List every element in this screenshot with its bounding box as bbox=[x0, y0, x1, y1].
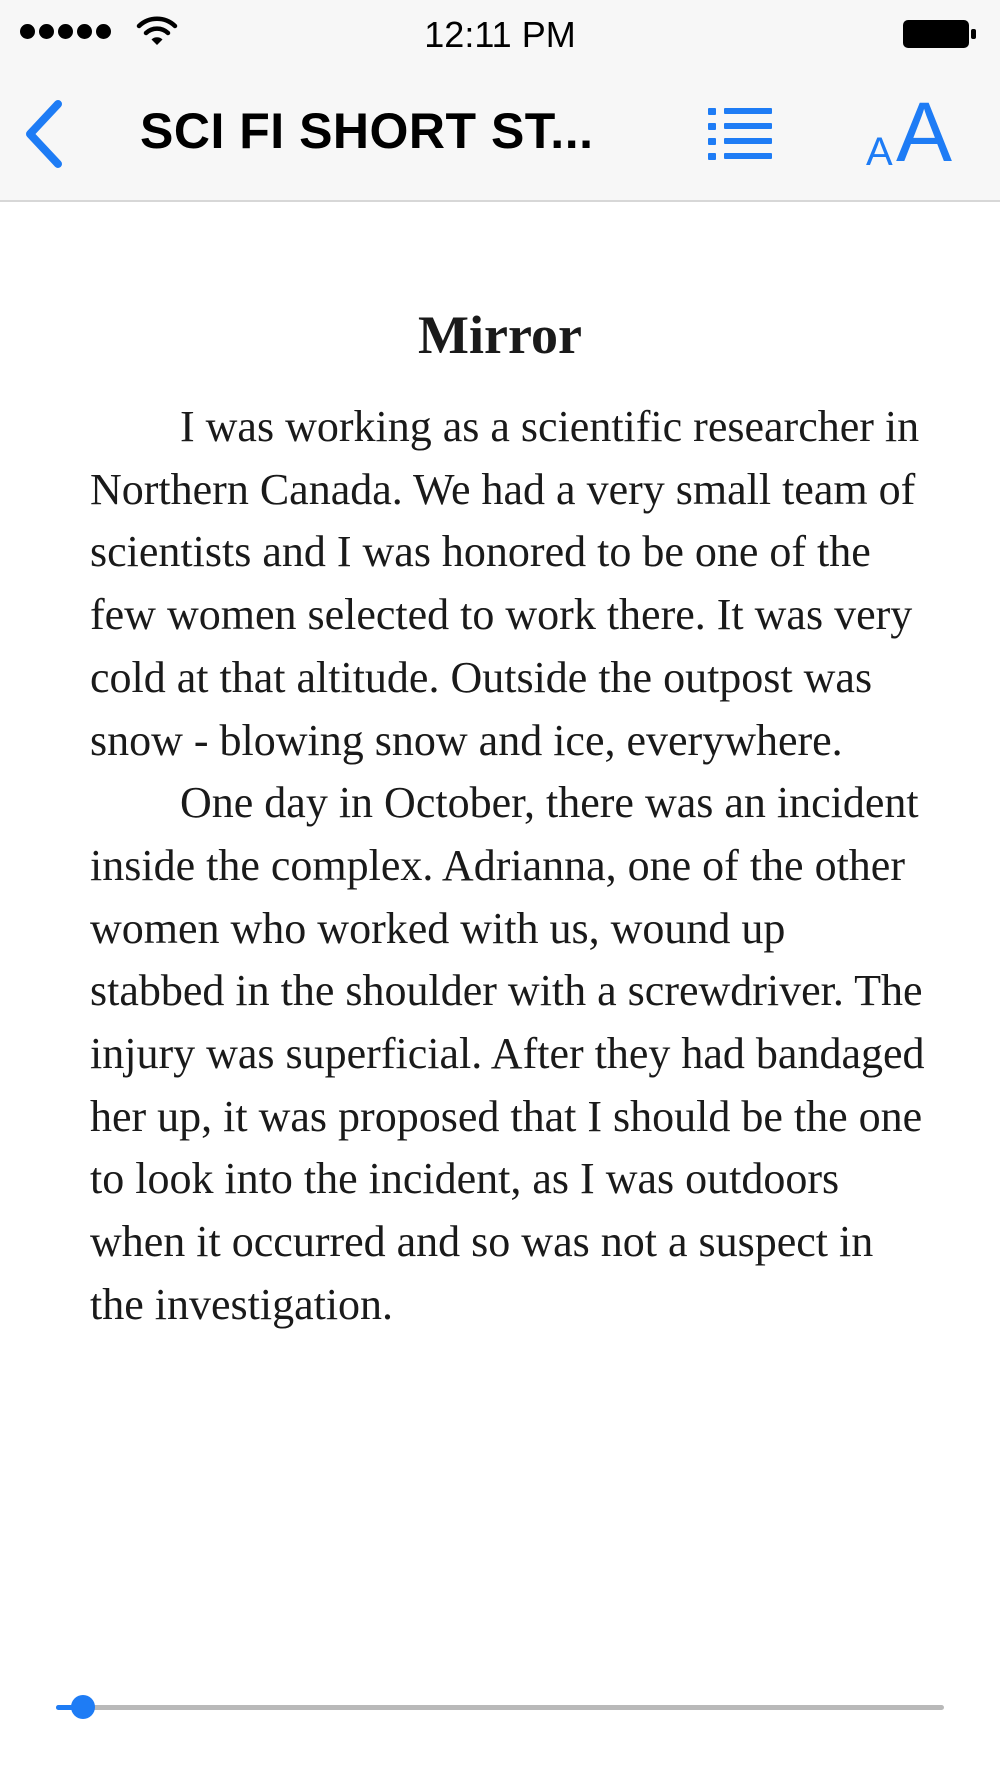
book-title: SCI FI SHORT ST... bbox=[140, 103, 594, 159]
table-of-contents-button[interactable] bbox=[706, 102, 776, 162]
slider-thumb[interactable] bbox=[71, 1695, 95, 1719]
battery-full-icon bbox=[902, 16, 978, 52]
chevron-left-icon bbox=[30, 104, 58, 164]
status-bar bbox=[0, 0, 1000, 68]
slider-track bbox=[56, 1705, 944, 1710]
back-button[interactable] bbox=[16, 94, 76, 174]
paragraph: One day in October, there was an incident inside the complex. Adrianna, one of the other women who worked with us, wound up stabbed in the shoulder with a screwdriver. The injury was superficial. After they had bandaged her up, it was proposed that I should be the one to look into the incident, as I was outdoors when it occurred and so was not a suspect in the investigation. bbox=[90, 778, 925, 1329]
font-small-a: A bbox=[866, 130, 893, 174]
top-chrome bbox=[0, 0, 1000, 202]
paragraph: I was working as a scientific researcher in Northern Canada. We had a very small team of scientists and I was honored to be one of the few women selected to work there. It was very cold at that altitude. Outside the outpost was snow - blowing snow and ice, everywhere. bbox=[90, 402, 920, 765]
chapter-title: Mirror bbox=[418, 305, 582, 365]
reading-progress-slider[interactable] bbox=[56, 1692, 944, 1722]
nav-bar bbox=[0, 68, 1000, 202]
status-time: 12:11 PM bbox=[424, 14, 576, 55]
reader-content bbox=[90, 300, 930, 1337]
font-size-button[interactable] bbox=[862, 85, 958, 179]
font-large-a: A bbox=[896, 85, 953, 179]
list-icon bbox=[708, 108, 772, 160]
